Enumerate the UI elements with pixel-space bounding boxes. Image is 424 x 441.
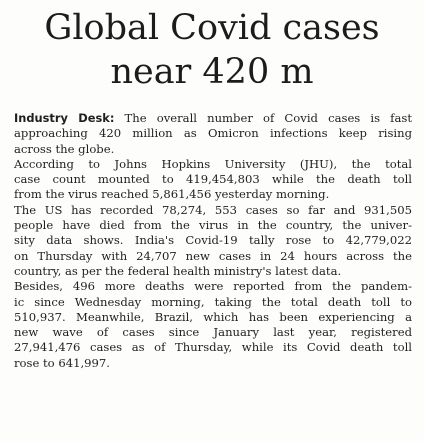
headline-line-2: near 420 m [110,52,314,92]
article-line: case count mounted to 419,454,803 while the death toll [14,172,412,187]
article-line: According to Johns Hopkins University (JHU), the total [14,156,412,171]
headline [0,6,424,94]
article-line: across the globe. [14,141,115,156]
dateline: Industry Desk: [14,111,115,125]
article-line: 27,941,476 cases as of Thursday, while its Covid death toll [14,340,412,355]
article-line: The US has recorded 78,274, 553 cases so far and 931,505 [14,202,412,217]
article-line: sity data shows. India's Covid-19 tally rose to 42,779,022 [14,233,412,248]
article-line: people have died from the virus in the country, the univer- [14,218,412,233]
article-line-text: The overall number of Covid cases is fast [114,111,412,125]
article-line: ic since Wednesday morning, taking the total death toll to [14,294,412,309]
article-line: Besides, 496 more deaths were reported from the pandem- [14,279,412,294]
article-line [14,111,412,126]
article-line: 510,937. Meanwhile, Brazil, which has been experiencing a [14,309,412,324]
article-line: approaching 420 million as Omicron infections keep rising [14,126,412,141]
article-body [14,111,412,371]
article-line: country, as per the federal health ministry's latest data. [14,263,342,278]
article-line: rose to 641,997. [14,355,110,370]
headline-line-1: Global Covid cases [44,8,380,48]
article-line: new wave of cases since January last year, registered [14,325,412,340]
article-line: on Thursday with 24,707 new cases in 24 hours across the [14,248,412,263]
article-line: from the virus reached 5,861,456 yesterday morning. [14,187,330,202]
